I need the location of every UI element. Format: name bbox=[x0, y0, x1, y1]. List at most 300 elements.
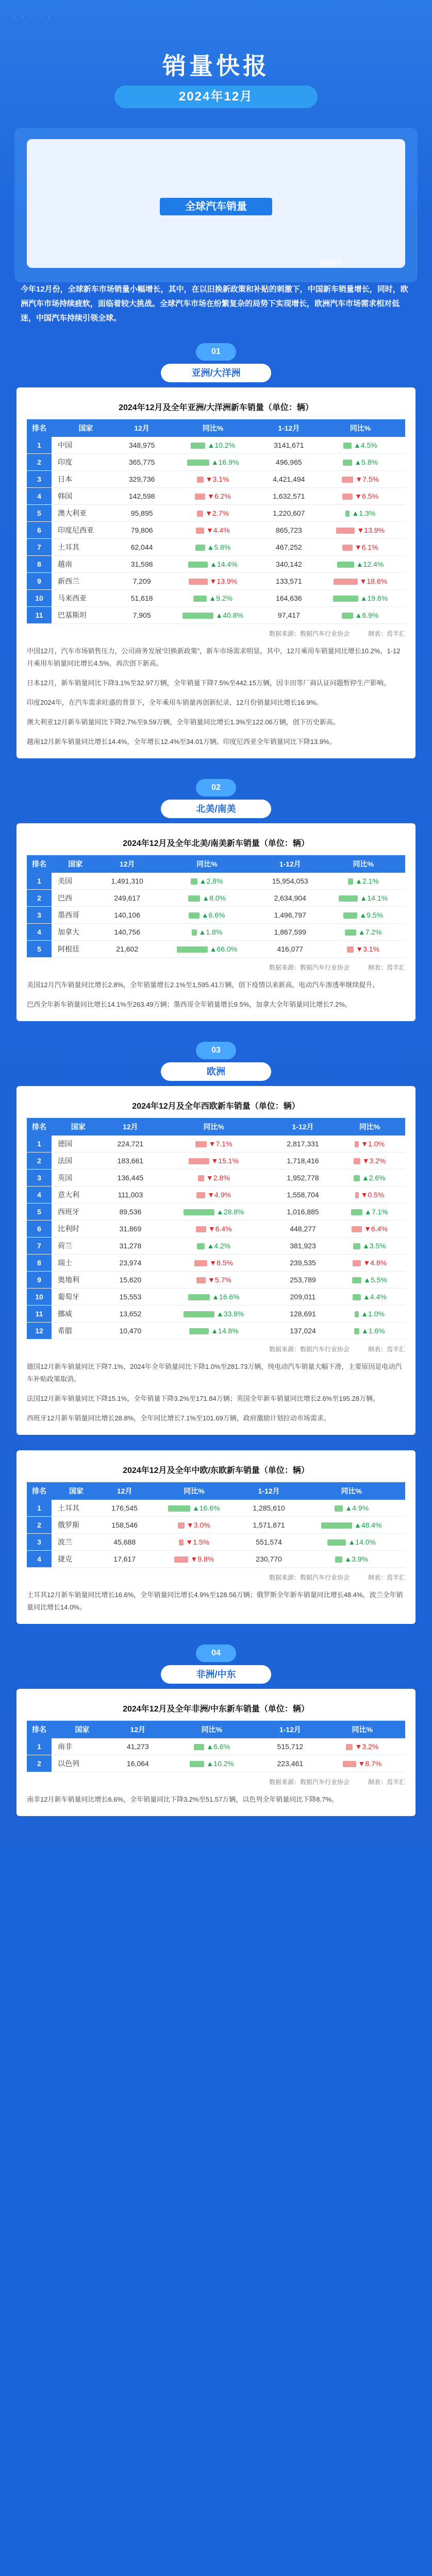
change-text: ▲14.4% bbox=[210, 560, 238, 568]
change-text: ▲4.5% bbox=[353, 441, 377, 449]
table-row bbox=[27, 1755, 405, 1772]
year-change-cell bbox=[298, 1534, 405, 1551]
year-change-cell bbox=[334, 1136, 405, 1153]
year-change-cell bbox=[315, 539, 405, 556]
year-change-cell bbox=[334, 1272, 405, 1289]
rank-cell: 1 bbox=[27, 437, 52, 454]
month-change-cell bbox=[163, 539, 262, 556]
year-value-cell: 467,252 bbox=[262, 539, 315, 556]
year-value-cell: 865,723 bbox=[262, 522, 315, 539]
rank-cell: 3 bbox=[27, 1170, 52, 1187]
change-text: ▲7.1% bbox=[364, 1208, 388, 1216]
change-text: ▼6.5% bbox=[355, 492, 378, 500]
change-bar bbox=[177, 946, 208, 953]
table-header: 国家 bbox=[52, 1118, 105, 1136]
month-value-cell: 45,688 bbox=[101, 1534, 148, 1551]
month-value-cell: 7,209 bbox=[120, 573, 163, 590]
month-value-cell: 41,273 bbox=[113, 1738, 163, 1755]
analysis-paragraph: 澳大利亚12月新车销量同比下降2.7%至9.59万辆，全年销量同比增长1.3%至122.06万辆，创下历史新高。 bbox=[27, 718, 340, 726]
change-text: ▲14.1% bbox=[360, 894, 388, 902]
rank-cell: 7 bbox=[27, 1238, 52, 1255]
year-value-cell: 97,417 bbox=[262, 607, 315, 624]
country-cell: 韩国 bbox=[52, 488, 120, 505]
month-change-cell bbox=[156, 1204, 272, 1221]
change-text: ▼3.1% bbox=[356, 945, 379, 953]
table-header: 国家 bbox=[52, 1721, 113, 1738]
change-bar bbox=[184, 1311, 214, 1317]
table-header: 12月 bbox=[99, 855, 155, 873]
table-row bbox=[27, 539, 405, 556]
country-cell: 捷克 bbox=[52, 1551, 101, 1568]
table-header: 排名 bbox=[27, 1482, 52, 1500]
year-value-cell: 1,718,416 bbox=[272, 1153, 334, 1170]
sales-table bbox=[27, 855, 405, 958]
table-row bbox=[27, 505, 405, 522]
rank-cell: 8 bbox=[27, 1255, 52, 1272]
change-bar bbox=[327, 1539, 346, 1546]
year-change-cell bbox=[315, 573, 405, 590]
change-bar bbox=[345, 511, 350, 517]
month-change-cell bbox=[163, 1738, 261, 1755]
rank-cell: 9 bbox=[27, 1272, 52, 1289]
year-change-cell bbox=[334, 1187, 405, 1204]
change-bar bbox=[342, 545, 352, 551]
country-cell: 南非 bbox=[52, 1738, 113, 1755]
change-bar bbox=[342, 477, 354, 483]
change-text: ▲40.8% bbox=[215, 611, 243, 619]
change-bar bbox=[195, 1141, 207, 1147]
change-bar bbox=[197, 477, 204, 483]
table-row bbox=[27, 590, 405, 607]
month-change-cell bbox=[155, 873, 259, 890]
country-cell: 印度尼西亚 bbox=[52, 522, 120, 539]
change-text: ▲4.2% bbox=[207, 1242, 231, 1250]
analysis-paragraph: 巴西全年新车销量同比增长14.1%至263.49万辆；墨西哥全年销量增长9.5%，加拿大全年销量同比增长7.2%。 bbox=[27, 1001, 352, 1008]
month-change-cell bbox=[163, 454, 262, 471]
year-change-cell bbox=[298, 1551, 405, 1568]
year-value-cell: 1,571,871 bbox=[240, 1517, 297, 1534]
section-number: 02 bbox=[196, 779, 236, 796]
year-value-cell: 3141,671 bbox=[262, 437, 315, 454]
rank-cell: 4 bbox=[27, 1187, 52, 1204]
change-bar bbox=[354, 1175, 360, 1181]
month-change-cell bbox=[148, 1534, 240, 1551]
change-bar bbox=[190, 1761, 204, 1767]
month-value-cell: 31,869 bbox=[105, 1221, 156, 1238]
year-value-cell: 381,923 bbox=[272, 1238, 334, 1255]
month-value-cell: 51,618 bbox=[120, 590, 163, 607]
change-text: ▼3.2% bbox=[355, 1742, 379, 1751]
country-cell: 英国 bbox=[52, 1170, 105, 1187]
change-bar bbox=[352, 1226, 362, 1232]
table-title: 2024年12月及全年西欧新车销量（单位：辆） bbox=[27, 1096, 405, 1118]
change-bar bbox=[353, 1243, 360, 1249]
country-cell: 波兰 bbox=[52, 1534, 101, 1551]
change-bar bbox=[196, 1277, 206, 1283]
date-pill: 2024年12月 bbox=[114, 86, 318, 108]
change-bar bbox=[168, 1505, 190, 1512]
country-cell: 越南 bbox=[52, 556, 120, 573]
table-row bbox=[27, 1289, 405, 1306]
month-change-cell bbox=[163, 505, 262, 522]
year-change-cell bbox=[315, 607, 405, 624]
table-title: 2024年12月及全年亚洲/大洋洲新车销量（单位：辆） bbox=[27, 398, 405, 419]
year-change-cell bbox=[315, 488, 405, 505]
change-text: ▲33.8% bbox=[216, 1310, 244, 1318]
sales-table bbox=[27, 1721, 405, 1772]
country-cell: 土耳其 bbox=[52, 539, 120, 556]
country-cell: 阿根廷 bbox=[52, 941, 99, 958]
table-header: 同比% bbox=[155, 855, 259, 873]
month-value-cell: 13,652 bbox=[105, 1306, 156, 1323]
country-cell: 奥地利 bbox=[52, 1272, 105, 1289]
section-number: 03 bbox=[196, 1042, 236, 1059]
change-text: ▼4.8% bbox=[363, 1259, 387, 1267]
change-text: ▲6.6% bbox=[201, 911, 225, 919]
section-number: 04 bbox=[196, 1645, 236, 1662]
table-header: 同比% bbox=[315, 419, 405, 437]
month-change-cell bbox=[148, 1517, 240, 1534]
change-text: ▲48.4% bbox=[354, 1521, 382, 1529]
year-change-cell bbox=[315, 505, 405, 522]
change-text: ▼8.5% bbox=[209, 1259, 233, 1267]
change-text: ▼3.2% bbox=[362, 1157, 386, 1165]
year-value-cell: 1,558,704 bbox=[272, 1187, 334, 1204]
change-bar bbox=[195, 545, 205, 551]
change-text: ▼7.1% bbox=[208, 1140, 232, 1148]
table-header: 同比% bbox=[298, 1482, 405, 1500]
month-change-cell bbox=[156, 1153, 272, 1170]
year-change-cell bbox=[334, 1289, 405, 1306]
change-bar bbox=[196, 1226, 206, 1232]
change-bar bbox=[189, 579, 208, 585]
country-cell: 美国 bbox=[52, 873, 99, 890]
month-value-cell: 31,278 bbox=[105, 1238, 156, 1255]
month-value-cell: 365,775 bbox=[120, 454, 163, 471]
analysis-paragraph: 中国12月，汽车市场销售压力，公司商务发展“旧换新政策”，新车市场需求明显，其中，12月乘用车销量同比增长10.2%，1-12月乘用车销量同比增长4.5%，再次创下新高。 bbox=[27, 647, 401, 667]
table-header: 12月 bbox=[120, 419, 163, 437]
table-header: 1-12月 bbox=[272, 1118, 334, 1136]
change-text: ▲2.6% bbox=[361, 1174, 386, 1182]
change-text: ▲3.9% bbox=[344, 1555, 368, 1563]
change-bar bbox=[188, 562, 208, 568]
month-change-cell bbox=[155, 941, 259, 958]
change-text: ▲1.3% bbox=[352, 509, 376, 517]
table-card bbox=[16, 387, 416, 758]
year-value-cell: 1,952,778 bbox=[272, 1170, 334, 1187]
footer bbox=[0, 1832, 432, 1842]
country-cell: 日本 bbox=[52, 471, 120, 488]
month-value-cell: 136,445 bbox=[105, 1170, 156, 1187]
table-header: 12月 bbox=[101, 1482, 148, 1500]
section-head bbox=[0, 1037, 432, 1086]
change-bar bbox=[333, 596, 358, 602]
change-text: ▲1.0% bbox=[361, 1310, 385, 1318]
rank-cell: 3 bbox=[27, 471, 52, 488]
year-change-cell bbox=[315, 556, 405, 573]
sales-table bbox=[27, 1118, 405, 1340]
change-text: ▼6.4% bbox=[208, 1225, 232, 1233]
country-cell: 俄罗斯 bbox=[52, 1517, 101, 1534]
month-change-cell bbox=[156, 1187, 272, 1204]
table-row bbox=[27, 471, 405, 488]
table-row bbox=[27, 1255, 405, 1272]
year-change-cell bbox=[334, 1204, 405, 1221]
change-bar bbox=[334, 579, 358, 585]
rank-cell: 11 bbox=[27, 607, 52, 624]
year-value-cell: 515,712 bbox=[261, 1738, 320, 1755]
year-value-cell: 2,634,904 bbox=[259, 890, 321, 907]
change-text: ▲2.1% bbox=[355, 877, 379, 885]
change-bar bbox=[343, 443, 352, 449]
table-card bbox=[16, 1450, 416, 1624]
rank-cell: 2 bbox=[27, 1517, 52, 1534]
table-header: 同比% bbox=[163, 1721, 261, 1738]
table-row bbox=[27, 1500, 405, 1517]
rank-cell: 6 bbox=[27, 1221, 52, 1238]
table-header: 1-12月 bbox=[261, 1721, 320, 1738]
table-card bbox=[16, 1086, 416, 1435]
change-bar bbox=[342, 494, 353, 500]
change-text: ▲2.8% bbox=[199, 877, 223, 885]
change-text: ▼13.9% bbox=[209, 577, 238, 585]
table-row bbox=[27, 1221, 405, 1238]
month-change-cell bbox=[163, 607, 262, 624]
table-card bbox=[16, 823, 416, 1021]
table-row bbox=[27, 607, 405, 624]
sales-table bbox=[27, 1482, 405, 1568]
rank-cell: 1 bbox=[27, 873, 52, 890]
change-text: ▲28.8% bbox=[216, 1208, 244, 1216]
news-label: NEWS bbox=[320, 258, 341, 266]
rank-cell: 12 bbox=[27, 1323, 52, 1340]
year-value-cell: 1,285,610 bbox=[240, 1500, 297, 1517]
month-value-cell: 158,546 bbox=[101, 1517, 148, 1534]
change-bar bbox=[343, 1761, 356, 1767]
change-bar bbox=[345, 929, 356, 936]
month-value-cell: 23,974 bbox=[105, 1255, 156, 1272]
change-text: ▼7.5% bbox=[355, 475, 379, 483]
country-cell: 新西兰 bbox=[52, 573, 120, 590]
change-bar bbox=[178, 1522, 185, 1529]
table-header: 排名 bbox=[27, 1721, 52, 1738]
table-header: 同比% bbox=[334, 1118, 405, 1136]
table-header: 国家 bbox=[52, 855, 99, 873]
analysis-paragraph: 南非12月新车销量同比增长6.6%，全年销量同比下降3.2%至51.57万辆，以色列全年销量同比下降8.7%。 bbox=[27, 1795, 338, 1803]
change-bar bbox=[189, 1328, 209, 1334]
year-value-cell: 340,142 bbox=[262, 556, 315, 573]
change-bar bbox=[197, 511, 203, 517]
month-change-cell bbox=[156, 1289, 272, 1306]
change-bar bbox=[179, 1539, 184, 1546]
year-value-cell: 551,574 bbox=[240, 1534, 297, 1551]
year-change-cell bbox=[334, 1306, 405, 1323]
page-title: 销量快报 bbox=[162, 53, 270, 79]
change-text: ▲14.8% bbox=[211, 1327, 239, 1335]
change-bar bbox=[198, 1175, 204, 1181]
table-row bbox=[27, 941, 405, 958]
change-text: ▼4.9% bbox=[207, 1191, 231, 1199]
change-text: ▲10.2% bbox=[206, 1759, 234, 1768]
sections bbox=[0, 338, 432, 1816]
table-header: 同比% bbox=[320, 1721, 405, 1738]
year-value-cell: 416,077 bbox=[259, 941, 321, 958]
country-cell: 瑞士 bbox=[52, 1255, 105, 1272]
change-bar bbox=[337, 562, 354, 568]
month-value-cell: 16,064 bbox=[113, 1755, 163, 1772]
change-text: ▼3.0% bbox=[186, 1521, 210, 1529]
change-bar bbox=[321, 1522, 352, 1529]
hero bbox=[0, 0, 432, 268]
change-bar bbox=[191, 878, 197, 885]
month-change-cell bbox=[163, 556, 262, 573]
month-change-cell bbox=[163, 1755, 261, 1772]
year-value-cell: 496,965 bbox=[262, 454, 315, 471]
change-bar bbox=[343, 460, 353, 466]
change-text: ▲16.6% bbox=[212, 1293, 240, 1301]
change-text: ▼0.5% bbox=[360, 1191, 385, 1199]
change-text: ▲9.5% bbox=[359, 911, 384, 919]
table-title: 2024年12月及全年非洲/中东新车销量（单位：辆） bbox=[27, 1699, 405, 1721]
change-text: ▼3.1% bbox=[205, 475, 229, 483]
section-head bbox=[0, 774, 432, 823]
change-bar bbox=[353, 1260, 361, 1266]
country-cell: 比利时 bbox=[52, 1221, 105, 1238]
rank-cell: 10 bbox=[27, 590, 52, 607]
table-row bbox=[27, 1204, 405, 1221]
month-change-cell bbox=[156, 1221, 272, 1238]
month-change-cell bbox=[163, 522, 262, 539]
analysis-paragraph: 西班牙12月新车销量同比增长28.8%，全年同比增长7.1%至101.69万辆，政府激励计划拉动市场需求。 bbox=[27, 1414, 330, 1422]
year-change-cell bbox=[315, 522, 405, 539]
month-change-cell bbox=[163, 573, 262, 590]
country-cell: 澳大利亚 bbox=[52, 505, 120, 522]
rank-cell: 7 bbox=[27, 539, 52, 556]
table-header: 排名 bbox=[27, 855, 52, 873]
rank-cell: 1 bbox=[27, 1500, 52, 1517]
rank-cell: 4 bbox=[27, 488, 52, 505]
table-row bbox=[27, 1238, 405, 1255]
month-value-cell: 140,106 bbox=[99, 907, 155, 924]
change-bar bbox=[191, 443, 205, 449]
change-text: ▼6.4% bbox=[364, 1225, 388, 1233]
change-bar bbox=[352, 1277, 361, 1283]
year-change-cell bbox=[321, 924, 405, 941]
change-text: ▼13.9% bbox=[357, 526, 385, 534]
change-text: ▼6.2% bbox=[207, 492, 231, 500]
change-text: ▲10.2% bbox=[207, 441, 236, 449]
rank-cell: 1 bbox=[27, 1738, 52, 1755]
year-value-cell: 1,632,571 bbox=[262, 488, 315, 505]
country-cell: 法国 bbox=[52, 1153, 105, 1170]
country-cell: 德国 bbox=[52, 1136, 105, 1153]
month-change-cell bbox=[148, 1500, 240, 1517]
rank-cell: 10 bbox=[27, 1289, 52, 1306]
change-text: ▲14.0% bbox=[348, 1538, 376, 1546]
country-cell: 印度 bbox=[52, 454, 120, 471]
country-cell: 意大利 bbox=[52, 1187, 105, 1204]
rank-cell: 2 bbox=[27, 1153, 52, 1170]
change-bar bbox=[348, 878, 354, 885]
country-cell: 荷兰 bbox=[52, 1238, 105, 1255]
change-text: ▼2.7% bbox=[205, 509, 229, 517]
change-text: ▲7.2% bbox=[358, 928, 382, 936]
month-change-cell bbox=[155, 890, 259, 907]
change-text: ▲3.5% bbox=[362, 1242, 386, 1250]
year-value-cell: 15,954,053 bbox=[259, 873, 321, 890]
year-value-cell: 133,571 bbox=[262, 573, 315, 590]
change-bar bbox=[194, 1260, 207, 1266]
table-row bbox=[27, 1323, 405, 1340]
hero-subtitle: 全球汽车销量 bbox=[160, 198, 272, 215]
change-bar bbox=[355, 1192, 359, 1198]
month-value-cell: 329,736 bbox=[120, 471, 163, 488]
source-note: 数据来源：数据汽车行业协会 制表：焉羊汇 bbox=[269, 630, 405, 637]
year-value-cell: 209,011 bbox=[272, 1289, 334, 1306]
month-value-cell: 7,905 bbox=[120, 607, 163, 624]
month-change-cell bbox=[156, 1170, 272, 1187]
table-row bbox=[27, 556, 405, 573]
year-value-cell: 4,421,494 bbox=[262, 471, 315, 488]
year-change-cell bbox=[298, 1517, 405, 1534]
country-cell: 挪威 bbox=[52, 1306, 105, 1323]
change-bar bbox=[354, 1328, 359, 1334]
month-change-cell bbox=[156, 1136, 272, 1153]
table-header: 排名 bbox=[27, 419, 52, 437]
month-value-cell: 224,721 bbox=[105, 1136, 156, 1153]
rank-cell: 3 bbox=[27, 907, 52, 924]
month-value-cell: 21,602 bbox=[99, 941, 155, 958]
change-bar bbox=[197, 1243, 205, 1249]
table-header: 1-12月 bbox=[240, 1482, 297, 1500]
month-change-cell bbox=[156, 1255, 272, 1272]
change-bar bbox=[196, 528, 204, 534]
rank-cell: 2 bbox=[27, 454, 52, 471]
source-note: 数据来源：数据汽车行业协会 制表：焉羊汇 bbox=[269, 1574, 405, 1581]
change-text: ▼1.0% bbox=[361, 1140, 385, 1148]
month-value-cell: 62,044 bbox=[120, 539, 163, 556]
sales-table bbox=[27, 419, 405, 624]
change-text: ▲19.6% bbox=[360, 594, 388, 602]
year-value-cell: 128,691 bbox=[272, 1306, 334, 1323]
year-change-cell bbox=[315, 471, 405, 488]
change-text: ▲4.9% bbox=[345, 1504, 369, 1512]
country-cell: 希腊 bbox=[52, 1323, 105, 1340]
month-change-cell bbox=[156, 1238, 272, 1255]
rank-cell: 5 bbox=[27, 941, 52, 958]
table-row bbox=[27, 1272, 405, 1289]
change-bar bbox=[355, 1141, 359, 1147]
change-text: ▼8.7% bbox=[358, 1759, 382, 1768]
change-bar bbox=[335, 1505, 343, 1512]
change-text: ▼2.8% bbox=[206, 1174, 230, 1182]
change-bar bbox=[354, 1158, 360, 1164]
change-text: ▲5.8% bbox=[207, 543, 231, 551]
change-text: ▲16.9% bbox=[211, 458, 239, 466]
year-change-cell bbox=[334, 1323, 405, 1340]
year-value-cell: 137,024 bbox=[272, 1323, 334, 1340]
table-header: 国家 bbox=[52, 1482, 101, 1500]
year-change-cell bbox=[321, 890, 405, 907]
country-cell: 中国 bbox=[52, 437, 120, 454]
change-bar bbox=[342, 613, 353, 619]
change-text: ▲5.8% bbox=[354, 458, 378, 466]
analysis-paragraph: 德国12月新车销量同比下降7.1%，2024年全年销量同比下降1.0%至281.73万辆，纯电动汽车销量大幅下滑，主要原因是电动汽车补贴政策取消。 bbox=[27, 1363, 402, 1383]
year-value-cell: 2,817,331 bbox=[272, 1136, 334, 1153]
table-header: 12月 bbox=[105, 1118, 156, 1136]
year-value-cell: 1,496,797 bbox=[259, 907, 321, 924]
change-bar bbox=[355, 1311, 359, 1317]
